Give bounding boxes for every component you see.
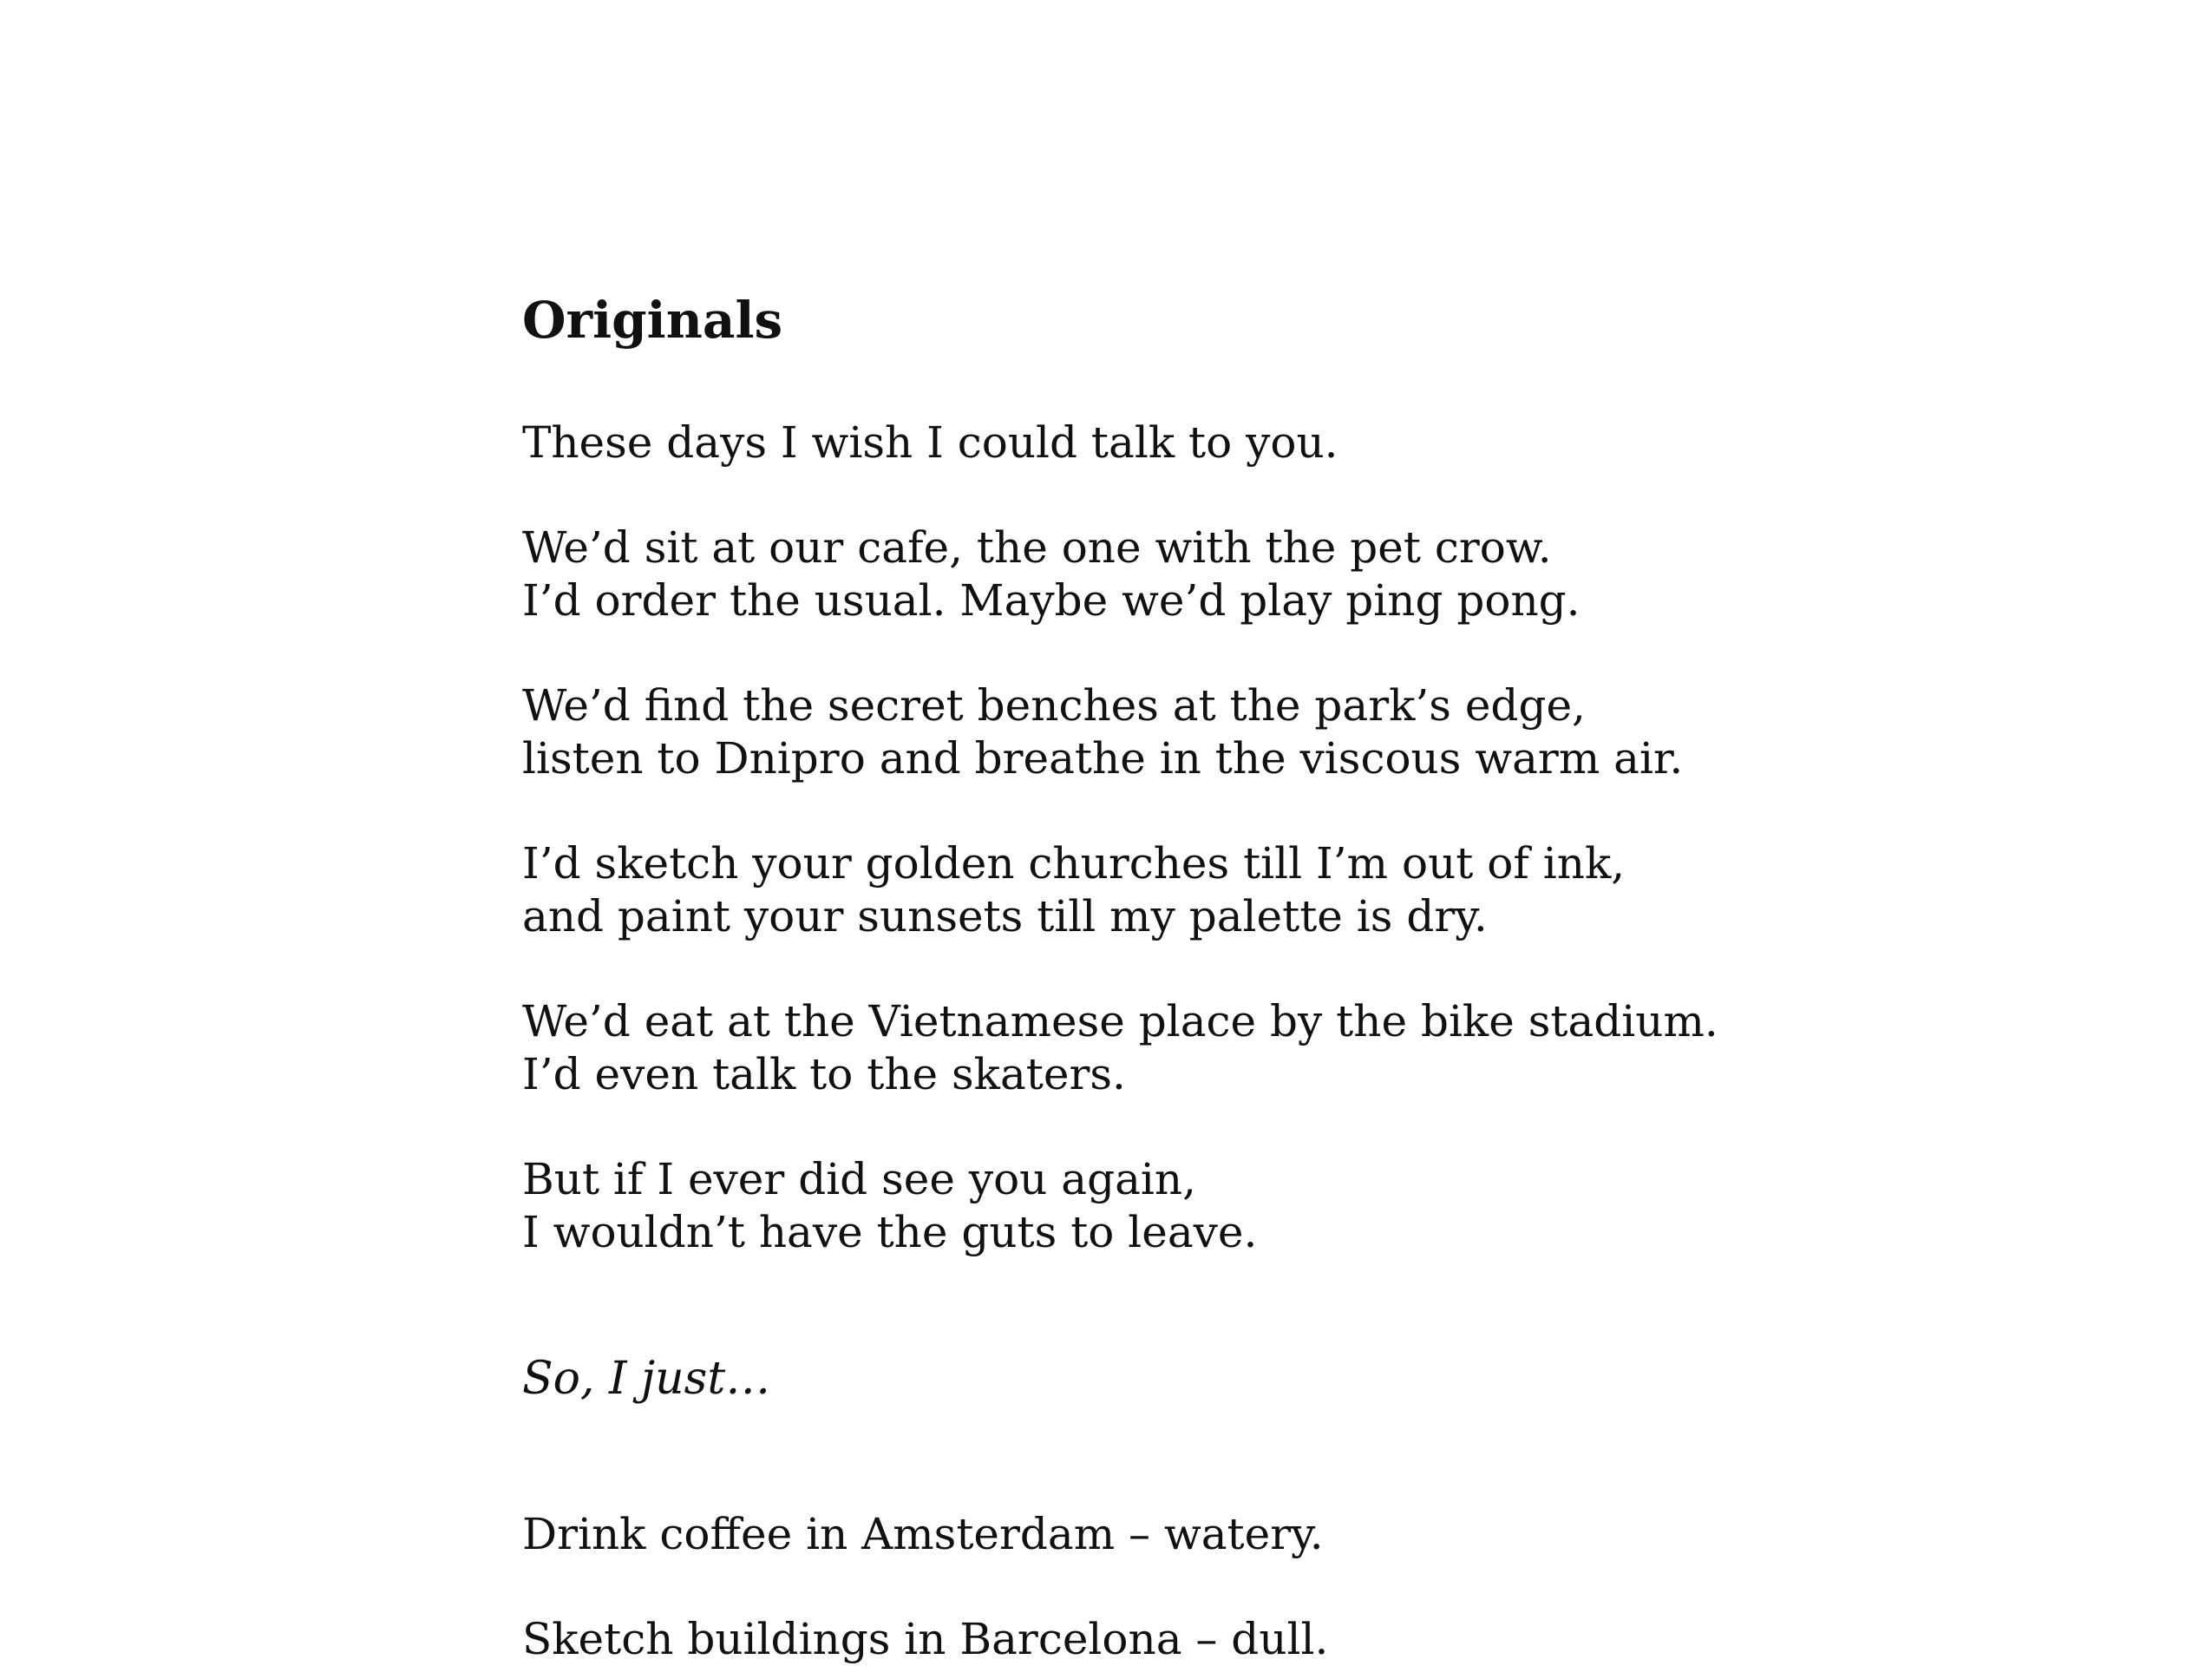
stanza [522, 1613, 1823, 1666]
poem-title: Originals [522, 291, 783, 350]
stanza [522, 416, 1823, 469]
poem-line: I’d order the usual. Maybe we’d play ping pong. [522, 575, 1580, 626]
stanza [522, 1508, 1823, 1561]
poem-line: and paint your sunsets till my palette is dry. [522, 891, 1488, 941]
poem-line: These days I wish I could talk to you. [522, 417, 1338, 468]
poem-line: We’d sit at our cafe, the one with the pet crow. [522, 522, 1552, 573]
poem-line: We’d find the secret benches at the park’s edge, [522, 680, 1586, 731]
poem-line: I’d sketch your golden churches till I’m out of ink, [522, 838, 1626, 889]
poem [522, 291, 1823, 1666]
stanza [522, 995, 1823, 1101]
poem-line: Sketch buildings in Barcelona – dull. [522, 1614, 1329, 1664]
poem-line: We’d eat at the Vietnamese place by the bike stadium. [522, 996, 1718, 1046]
poem-interlude: So, I just… [522, 1353, 771, 1405]
poem-line: listen to Dnipro and breathe in the viscous warm air. [522, 733, 1684, 784]
stanza [522, 679, 1823, 785]
poem-line: I’d even talk to the skaters. [522, 1049, 1126, 1099]
stanza [522, 1153, 1823, 1259]
stanza [522, 521, 1823, 627]
stanza [522, 837, 1823, 943]
poem-line: I wouldn’t have the guts to leave. [522, 1207, 1258, 1257]
poem-line: But if I ever did see you again, [522, 1154, 1196, 1204]
poem-line: Drink coffee in Amsterdam – watery. [522, 1509, 1324, 1559]
